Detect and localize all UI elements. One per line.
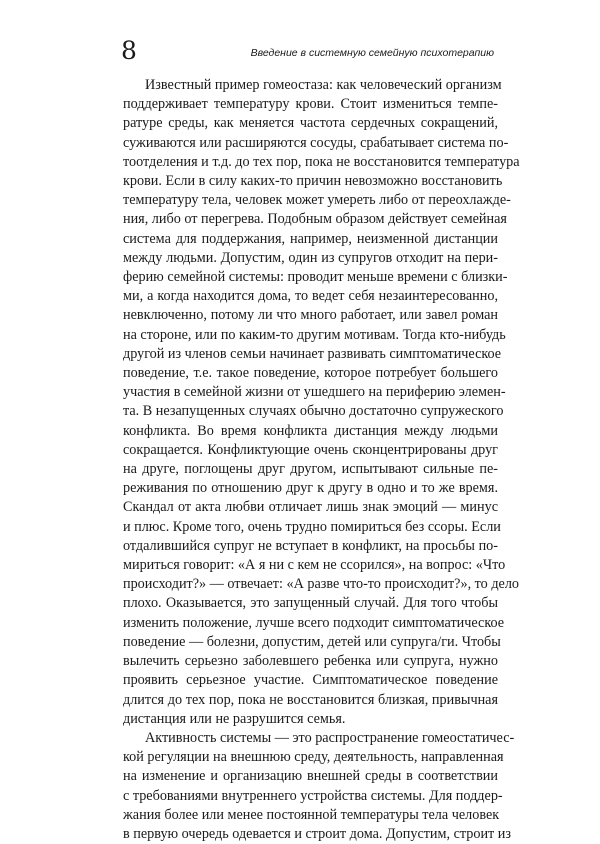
text-line: конфликта. Во время конфликта дистанция между людьми <box>123 422 498 439</box>
text-line: суживаются или расширяются сосуды, срабатывает система по- <box>123 134 509 151</box>
text-line: изменить положение, лучше всего подходит симптоматическое <box>123 614 505 631</box>
text-line: Скандал от акта любви отличает лишь знак эмоций — минус <box>123 499 498 516</box>
page-number: 8 <box>121 36 137 65</box>
text-line: и плюс. Кроме того, очень трудно помириться без ссоры. Если <box>123 518 501 535</box>
text-line: ния, либо от перегрева. Подобным образом действует семейная <box>123 211 507 228</box>
text-line: поведение — болезни, допустим, детей или супруга/ги. Чтобы <box>123 633 501 650</box>
body-text <box>123 76 520 844</box>
text-line: в первую очередь одевается и строит дома. Допустим, строит из <box>123 825 511 842</box>
text-line: вылечить серьезно заболевшего ребенка или супруга, нужно <box>123 653 498 670</box>
text-line: та. В незапущенных случаях обычно достаточно супружеского <box>123 403 504 420</box>
text-line: ратуре среды, как меняется частота сердечных сокращений, <box>123 115 498 132</box>
text-line: невключенно, потому ли что много работает, или завел роман <box>123 307 498 324</box>
text-line: ми, а когда находится дома, то ведет себя незаинтересованно, <box>123 288 498 305</box>
text-line: длится до тех пор, пока не восстановится близкая, привычная <box>123 691 498 708</box>
text-line: плохо. Оказывается, это запущенный случай. Для того чтобы <box>123 595 498 612</box>
text-line: жания более или менее постоянной температуры тела человек <box>123 806 500 823</box>
text-line: на друге, поглощены друг другом, испытывают сильные пе- <box>123 461 498 478</box>
text-line: тоотделения и т.д. до тех пор, пока не восстановится температура <box>123 153 520 170</box>
text-line: поведение, т.е. такое поведение, которое потребует большего <box>123 365 498 382</box>
text-line: с требованиями внутреннего устройства системы. Для поддер- <box>123 787 503 804</box>
text-line: Известный пример гомеостаза: как человеческий организм <box>145 77 502 93</box>
text-line: ферию семейной системы: проводит меньше времени с близки- <box>123 269 508 286</box>
text-line: система для поддержания, например, неизменной дистанции <box>123 230 498 247</box>
paragraph <box>123 76 520 729</box>
text-line: сокращается. Конфликтующие очень сконцентрированы друг <box>123 441 498 458</box>
text-line: кой регуляции на внешнюю среду, деятельность, направленная <box>123 749 504 766</box>
text-line: на стороне, или по каким-то другим мотивам. Тогда кто-нибудь <box>123 326 506 343</box>
text-line: участия в семейной жизни от ушедшего на периферию элемен- <box>123 384 506 401</box>
text-line: на изменение и организацию внешней среды в соответствии <box>123 768 498 785</box>
text-line: между людьми. Допустим, один из супругов отходит на пери- <box>123 249 498 266</box>
text-line: проявить серьезное участие. Симптоматическое поведение <box>123 672 498 689</box>
text-line: температуру тела, человек может умереть либо от переохлажде- <box>123 192 511 209</box>
text-line: мириться говорит: «А я ни с кем не ссорился», на вопрос: «Что <box>123 557 506 574</box>
text-line: отдалившийся супруг не вступает в конфликт, на просьбы по- <box>123 537 498 554</box>
running-head: Введение в системную семейную психотерапию <box>250 47 494 59</box>
text-line: Активность системы — это распространение гомеостатичес- <box>145 729 515 746</box>
text-line: другой из членов семьи начинает развивать симптоматическое <box>123 345 502 362</box>
text-line: реживания по отношению друг к другу в одно и то же время. <box>123 480 498 497</box>
text-line: крови. Если в силу каких-то причин невозможно восстановить <box>123 173 503 190</box>
text-line: поддерживает температуру крови. Стоит измениться темпе- <box>123 96 498 113</box>
paragraph <box>123 729 515 844</box>
text-line: происходит?» — отвечает: «А разве что-то происходит?», то дело <box>123 576 520 593</box>
text-line: дистанция или не разрушится семья. <box>123 710 346 727</box>
